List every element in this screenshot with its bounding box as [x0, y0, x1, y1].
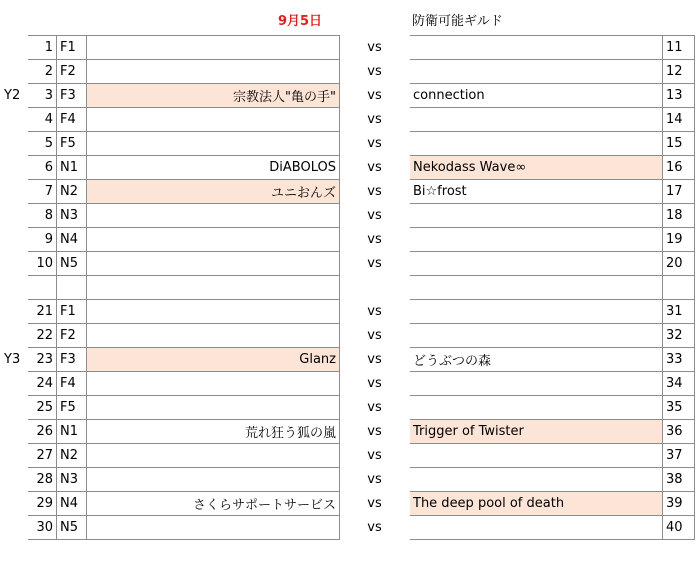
- defender-guild-cell[interactable]: [410, 228, 663, 252]
- table-row: [1, 36, 695, 60]
- tier-cell[interactable]: F1: [57, 36, 87, 60]
- table-row: [1, 324, 695, 348]
- year-label-cell: [1, 132, 28, 156]
- match-number-cell[interactable]: 10: [28, 252, 57, 276]
- match-number-cell[interactable]: 21: [28, 300, 57, 324]
- match-number-cell[interactable]: 7: [28, 180, 57, 204]
- year-label-cell: [1, 324, 28, 348]
- table-row: [1, 348, 695, 372]
- match-number-cell[interactable]: 28: [28, 468, 57, 492]
- match-number-cell[interactable]: 22: [28, 324, 57, 348]
- attacker-guild-cell[interactable]: 荒れ狂う狐の嵐: [87, 420, 340, 444]
- attacker-guild-cell[interactable]: [87, 108, 340, 132]
- vs-label: vs: [367, 232, 382, 247]
- match-number-cell[interactable]: 3: [28, 84, 57, 108]
- year-label-cell: [1, 252, 28, 276]
- tier-cell[interactable]: N2: [57, 444, 87, 468]
- year-label-cell: [1, 492, 28, 516]
- defender-guild-cell[interactable]: [410, 372, 663, 396]
- attacker-guild-cell[interactable]: 宗教法人"亀の手": [87, 84, 340, 108]
- defender-number-cell[interactable]: 14: [663, 108, 695, 132]
- attacker-guild-cell[interactable]: ユニおんズ: [87, 180, 340, 204]
- tier-cell[interactable]: F5: [57, 132, 87, 156]
- year-label-cell: [1, 396, 28, 420]
- match-number-cell[interactable]: 8: [28, 204, 57, 228]
- defender-number-cell[interactable]: 38: [663, 468, 695, 492]
- attacker-guild-cell[interactable]: [87, 300, 340, 324]
- defender-number-cell[interactable]: 20: [663, 252, 695, 276]
- attacker-guild-cell[interactable]: [87, 324, 340, 348]
- table-row: [1, 60, 695, 84]
- empty-cell: [1, 276, 28, 300]
- defender-number-cell[interactable]: 19: [663, 228, 695, 252]
- tier-cell[interactable]: N3: [57, 468, 87, 492]
- defender-number-cell[interactable]: 11: [663, 36, 695, 60]
- table-row: [1, 300, 695, 324]
- table-row: [1, 396, 695, 420]
- table-row: [1, 180, 695, 204]
- defensible-guild-header: 防衛可能ギルド: [412, 14, 503, 29]
- defender-guild-cell[interactable]: [410, 396, 663, 420]
- matchup-table: [0, 35, 695, 540]
- defender-guild-cell[interactable]: Bi☆frost: [410, 180, 663, 204]
- vs-label: vs: [367, 400, 382, 415]
- year-label-cell: [1, 444, 28, 468]
- vs-label: vs: [367, 88, 382, 103]
- vs-label: vs: [367, 184, 382, 199]
- year-label-cell: [1, 420, 28, 444]
- vs-label: vs: [367, 40, 382, 55]
- defender-number-cell[interactable]: 32: [663, 324, 695, 348]
- table-row: [1, 420, 695, 444]
- defender-guild-cell[interactable]: [410, 516, 663, 540]
- table-row: [1, 132, 695, 156]
- year-label-cell: [1, 372, 28, 396]
- year-label-cell: [1, 156, 28, 180]
- defender-guild-cell[interactable]: [410, 108, 663, 132]
- tier-cell[interactable]: N5: [57, 516, 87, 540]
- attacker-guild-cell[interactable]: [87, 468, 340, 492]
- year-label-cell: [1, 60, 28, 84]
- tier-cell[interactable]: F3: [57, 348, 87, 372]
- defender-number-cell[interactable]: 39: [663, 492, 695, 516]
- empty-cell: [663, 276, 695, 300]
- year-label-cell: [1, 36, 28, 60]
- attacker-guild-cell[interactable]: Glanz: [87, 348, 340, 372]
- tier-cell[interactable]: N5: [57, 252, 87, 276]
- defender-guild-cell[interactable]: connection: [410, 84, 663, 108]
- attacker-guild-cell[interactable]: [87, 396, 340, 420]
- match-number-cell[interactable]: 9: [28, 228, 57, 252]
- vs-label: vs: [367, 496, 382, 511]
- match-number-cell[interactable]: 1: [28, 36, 57, 60]
- defender-guild-cell[interactable]: Nekodass Wave∞: [410, 156, 663, 180]
- defender-number-cell[interactable]: 37: [663, 444, 695, 468]
- defender-number-cell[interactable]: 12: [663, 60, 695, 84]
- table-row: [1, 372, 695, 396]
- defender-guild-cell[interactable]: [410, 132, 663, 156]
- year-label-cell: Y3: [4, 352, 21, 367]
- table-row: [1, 492, 695, 516]
- defender-number-cell[interactable]: 16: [663, 156, 695, 180]
- year-label-cell: [1, 300, 28, 324]
- vs-label: vs: [367, 64, 382, 79]
- matchup-table-body: [1, 36, 695, 540]
- defender-number-cell[interactable]: 31: [663, 300, 695, 324]
- table-row: [1, 444, 695, 468]
- defender-guild-cell[interactable]: [410, 252, 663, 276]
- vs-label: vs: [367, 208, 382, 223]
- defender-guild-cell[interactable]: [410, 36, 663, 60]
- vs-label: vs: [367, 520, 382, 535]
- tier-cell[interactable]: N4: [57, 492, 87, 516]
- match-number-cell[interactable]: 4: [28, 108, 57, 132]
- tier-cell[interactable]: F5: [57, 396, 87, 420]
- tier-cell[interactable]: F3: [57, 84, 87, 108]
- tier-cell[interactable]: N4: [57, 228, 87, 252]
- match-number-cell[interactable]: 6: [28, 156, 57, 180]
- vs-label: vs: [367, 352, 382, 367]
- defender-number-cell[interactable]: 17: [663, 180, 695, 204]
- match-number-cell[interactable]: 2: [28, 60, 57, 84]
- defender-number-cell[interactable]: 15: [663, 132, 695, 156]
- tier-cell[interactable]: N3: [57, 204, 87, 228]
- defender-number-cell[interactable]: 34: [663, 372, 695, 396]
- defender-guild-cell[interactable]: [410, 324, 663, 348]
- match-number-cell[interactable]: 29: [28, 492, 57, 516]
- table-row: [1, 156, 695, 180]
- vs-label: vs: [367, 472, 382, 487]
- tier-cell[interactable]: F2: [57, 60, 87, 84]
- year-label-cell: [1, 228, 28, 252]
- vs-label: vs: [367, 448, 382, 463]
- vs-label: vs: [367, 328, 382, 343]
- table-row: [1, 516, 695, 540]
- attacker-guild-cell[interactable]: さくらサポートサービス: [87, 492, 340, 516]
- tier-cell[interactable]: N1: [57, 420, 87, 444]
- vs-label: vs: [367, 304, 382, 319]
- table-row: [1, 468, 695, 492]
- match-number-cell[interactable]: 26: [28, 420, 57, 444]
- attacker-guild-cell[interactable]: [87, 132, 340, 156]
- attacker-guild-cell[interactable]: [87, 228, 340, 252]
- defender-guild-cell[interactable]: Trigger of Twister: [410, 420, 663, 444]
- year-label-cell: [1, 108, 28, 132]
- match-number-cell[interactable]: 5: [28, 132, 57, 156]
- date-title: 9月5日: [277, 14, 323, 29]
- defender-number-cell[interactable]: 13: [663, 84, 695, 108]
- empty-cell: [340, 276, 410, 300]
- table-row: [1, 204, 695, 228]
- empty-cell: [57, 276, 87, 300]
- attacker-guild-cell[interactable]: [87, 252, 340, 276]
- tier-cell[interactable]: F4: [57, 108, 87, 132]
- year-label-cell: [1, 204, 28, 228]
- attacker-guild-cell[interactable]: [87, 36, 340, 60]
- defender-guild-cell[interactable]: [410, 468, 663, 492]
- defender-guild-cell[interactable]: [410, 444, 663, 468]
- defender-number-cell[interactable]: 36: [663, 420, 695, 444]
- table-row: [1, 108, 695, 132]
- vs-label: vs: [367, 160, 382, 175]
- empty-cell: [410, 276, 663, 300]
- attacker-guild-cell[interactable]: [87, 516, 340, 540]
- tier-cell[interactable]: F2: [57, 324, 87, 348]
- year-label-cell: Y2: [4, 88, 21, 103]
- vs-label: vs: [367, 424, 382, 439]
- defender-guild-cell[interactable]: [410, 60, 663, 84]
- match-number-cell[interactable]: 23: [28, 348, 57, 372]
- tier-cell[interactable]: F4: [57, 372, 87, 396]
- vs-label: vs: [367, 256, 382, 271]
- attacker-guild-cell[interactable]: [87, 60, 340, 84]
- table-row: [1, 84, 695, 108]
- match-number-cell[interactable]: 24: [28, 372, 57, 396]
- year-label-cell: [1, 180, 28, 204]
- defender-guild-cell[interactable]: The deep pool of death: [410, 492, 663, 516]
- match-number-cell[interactable]: 30: [28, 516, 57, 540]
- year-label-cell: [1, 516, 28, 540]
- defender-number-cell[interactable]: 33: [663, 348, 695, 372]
- empty-cell: [87, 276, 340, 300]
- defender-guild-cell[interactable]: [410, 300, 663, 324]
- tier-cell[interactable]: F1: [57, 300, 87, 324]
- attacker-guild-cell[interactable]: DiABOLOS: [87, 156, 340, 180]
- separator-row: [1, 276, 695, 300]
- attacker-guild-cell[interactable]: [87, 204, 340, 228]
- attacker-guild-cell[interactable]: [87, 444, 340, 468]
- tier-cell[interactable]: N2: [57, 180, 87, 204]
- tier-cell[interactable]: N1: [57, 156, 87, 180]
- table-row: [1, 252, 695, 276]
- defender-number-cell[interactable]: 40: [663, 516, 695, 540]
- defender-guild-cell[interactable]: どうぶつの森: [410, 348, 663, 372]
- match-number-cell[interactable]: 25: [28, 396, 57, 420]
- defender-number-cell[interactable]: 18: [663, 204, 695, 228]
- defender-number-cell[interactable]: 35: [663, 396, 695, 420]
- defender-guild-cell[interactable]: [410, 204, 663, 228]
- vs-label: vs: [367, 112, 382, 127]
- match-number-cell[interactable]: 27: [28, 444, 57, 468]
- year-label-cell: [1, 468, 28, 492]
- vs-label: vs: [367, 136, 382, 151]
- empty-cell: [28, 276, 57, 300]
- attacker-guild-cell[interactable]: [87, 372, 340, 396]
- table-row: [1, 228, 695, 252]
- vs-label: vs: [367, 376, 382, 391]
